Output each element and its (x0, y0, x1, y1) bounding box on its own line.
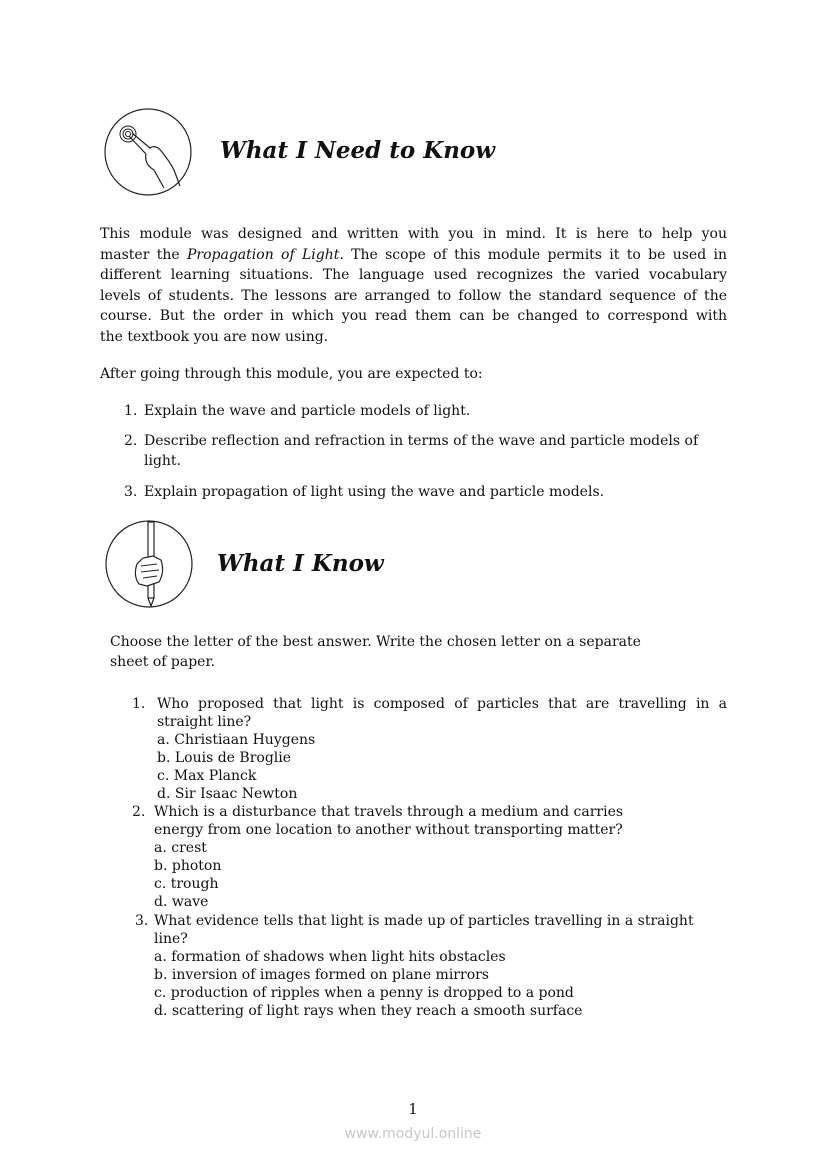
answer-choice: c. trough (154, 876, 219, 892)
section-title-what-i-need-to-know: What I Need to Know (220, 137, 496, 164)
paragraph-line (100, 267, 727, 283)
objective-text: Explain the wave and particle models of light. (144, 403, 471, 419)
answer-choice: b. photon (154, 858, 222, 874)
answer-choice: a. formation of shadows when light hits obstacles (154, 949, 506, 965)
hand-pencil-icon (105, 520, 193, 608)
question-text: What evidence tells that light is made up of particles travelling in a straight (154, 913, 694, 929)
paragraph-line (100, 247, 727, 263)
page-number: 1 (408, 1100, 418, 1118)
instructions-line: sheet of paper. (110, 654, 216, 670)
emphasis-text: Propagation of Light (187, 246, 340, 263)
question-text: line? (154, 931, 188, 947)
objectives-intro: After going through this module, you are expected to: (100, 366, 483, 382)
text-segment: . The scope of this module permits it to be used in (339, 246, 727, 263)
answer-choice: b. Louis de Broglie (157, 750, 292, 766)
question-text: Which is a disturbance that travels through a medium and carries (154, 804, 624, 820)
question-text: energy from one location to another without transporting matter? (154, 822, 623, 838)
hand-touch-icon (104, 108, 192, 196)
objective-text: light. (144, 453, 182, 469)
objective-number: 1. (124, 403, 138, 419)
text-segment: levels of students. The lessons are arranged to follow the standard sequence of the (100, 287, 727, 304)
question-text: straight line? (157, 714, 252, 730)
question-number: 3. (135, 913, 149, 929)
text-segment: the textbook you are now using. (100, 329, 329, 345)
answer-choice: d. scattering of light rays when they reach a smooth surface (154, 1003, 583, 1019)
watermark: www.modyul.online (344, 1126, 482, 1142)
paragraph-line (100, 308, 727, 324)
text-segment: This module was designed and written with you in mind. It is here to help you (100, 226, 727, 242)
answer-choice: d. Sir Isaac Newton (157, 786, 298, 802)
objective-text: Explain propagation of light using the wave and particle models. (144, 484, 605, 500)
instructions-line: Choose the letter of the best answer. Write the chosen letter on a separate (110, 634, 641, 650)
question-number: 2. (132, 804, 146, 820)
answer-choice: a. crest (154, 840, 207, 856)
question-number: 1. (132, 696, 146, 712)
answer-choice: c. Max Planck (157, 768, 257, 784)
section-title-what-i-know: What I Know (217, 550, 384, 577)
text-segment: master the (100, 246, 187, 263)
question-text: Who proposed that light is composed of particles that are travelling in a (157, 696, 727, 712)
paragraph-line (100, 329, 727, 345)
answer-choice: b. inversion of images formed on plane mirrors (154, 967, 489, 983)
text-segment: different learning situations. The language used recognizes the varied vocabulary (100, 267, 727, 284)
paragraph-line (100, 226, 727, 242)
answer-choice: a. Christiaan Huygens (157, 732, 316, 748)
answer-choice: c. production of ripples when a penny is dropped to a pond (154, 985, 574, 1001)
answer-choice: d. wave (154, 894, 209, 910)
objective-number: 3. (124, 484, 138, 500)
objective-text: Describe reflection and refraction in terms of the wave and particle models of (144, 433, 699, 449)
paragraph-line (100, 288, 727, 304)
text-segment: course. But the order in which you read them can be changed to correspond with (100, 308, 727, 325)
objective-number: 2. (124, 433, 138, 449)
